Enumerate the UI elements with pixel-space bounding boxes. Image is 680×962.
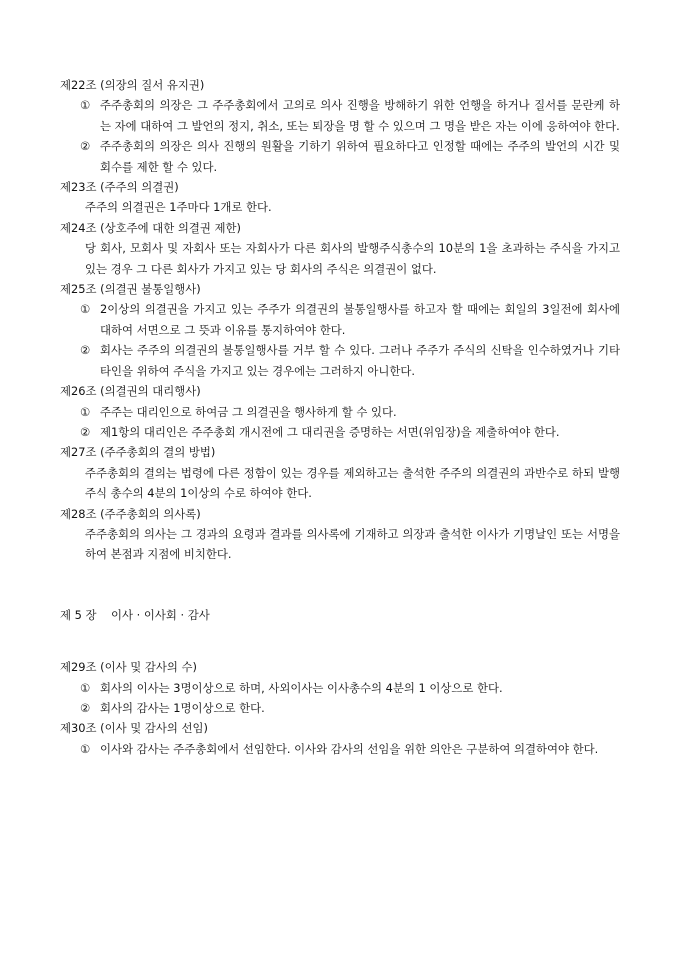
article-27 bbox=[60, 442, 620, 503]
clause bbox=[60, 402, 620, 422]
article-body: 주주총회의 결의는 법령에 다른 정함이 있는 경우를 제외하고는 출석한 주주의 의결권의 과반수로 하되 발행주식 총수의 4분의 1이상의 수로 하여야 한다. bbox=[85, 465, 620, 501]
clause-text: 회사의 감사는 1명이상으로 한다. bbox=[100, 700, 265, 715]
clause-text: 제1항의 대리인은 주주총회 개시전에 그 대리권을 증명하는 서면(위임장)을 제출하여야 한다. bbox=[100, 424, 560, 439]
clause-text: 이사와 감사는 주주총회에서 선임한다. 이사와 감사의 선임을 위한 의안은 구분하여 의결하여야 한다. bbox=[100, 741, 599, 756]
article-28 bbox=[60, 504, 620, 565]
clause-number: ② bbox=[80, 343, 91, 358]
clause-text: 2이상의 의결권을 가지고 있는 주주가 의결권의 불통일행사를 하고자 할 때에는 회일의 3일전에 회사에 대하여 서면으로 그 뜻과 이유를 통지하여야 한다. bbox=[100, 302, 620, 337]
article-body: 주주의 의결권은 1주마다 1개로 한다. bbox=[85, 200, 272, 215]
clause bbox=[60, 340, 620, 381]
clause bbox=[60, 678, 620, 698]
article-29 bbox=[60, 657, 620, 718]
clause bbox=[60, 299, 620, 340]
clause-text: 회사의 이사는 3명이상으로 하며, 사외이사는 이사총수의 4분의 1 이상으로 한다. bbox=[100, 680, 503, 695]
clause bbox=[60, 422, 620, 442]
clause-text: 주주는 대리인으로 하여금 그 의결권을 행사하게 할 수 있다. bbox=[100, 404, 397, 419]
clause-number: ② bbox=[80, 139, 91, 154]
clause-number: ② bbox=[80, 424, 91, 439]
article-24 bbox=[60, 218, 620, 279]
clause-number: ① bbox=[80, 741, 91, 756]
article-heading: 제30조 (이사 및 감사의 선임) bbox=[60, 721, 208, 736]
clause-number: ① bbox=[80, 680, 91, 695]
article-body: 주주총회의 의사는 그 경과의 요령과 결과를 의사록에 기재하고 의장과 출석한 이사가 기명날인 또는 서명을 하여 본점과 지점에 비치한다. bbox=[85, 526, 620, 562]
article-26 bbox=[60, 381, 620, 442]
article-30 bbox=[60, 718, 620, 759]
article-heading: 제29조 (이사 및 감사의 수) bbox=[60, 660, 197, 675]
articles-of-incorporation-text bbox=[60, 75, 620, 759]
article-heading: 제23조 (주주의 의결권) bbox=[60, 180, 179, 195]
article-body: 당 회사, 모회사 및 자회사 또는 자회사가 다른 회사의 발행주식총수의 10분의 1을 초과하는 주식을 가지고 있는 경우 그 다른 회사가 가지고 있는 당 회사의 주식은 의결권이 없다. bbox=[85, 241, 620, 276]
article-heading: 제28조 (주주총회의 의사록) bbox=[60, 506, 201, 521]
clause-number: ① bbox=[80, 404, 91, 419]
clause-text: 주주총회의 의장은 그 주주총회에서 고의로 의사 진행을 방해하기 위한 언행을 하거나 질서를 문란케 하는 자에 대하여 그 발언의 정지, 취소, 또는 퇴장을 명 할 수 있으며 그 명을 받은 자는 이에 응하여야 한다. bbox=[100, 98, 620, 133]
chapter-heading: 제 5 장 이사 · 이사회 · 감사 bbox=[60, 607, 210, 622]
clause-number: ① bbox=[80, 98, 91, 113]
article-heading: 제27조 (주주총회의 결의 방법) bbox=[60, 445, 216, 460]
clause bbox=[60, 739, 620, 759]
clause-text: 회사는 주주의 의결권의 불통일행사를 거부 할 수 있다. 그러나 주주가 주식의 신탁을 인수하였거나 기타 타인을 위하여 주식을 가지고 있는 경우에는 그러하지 아니한다. bbox=[100, 343, 620, 378]
clause-number: ② bbox=[80, 700, 91, 715]
clause bbox=[60, 698, 620, 718]
article-heading: 제24조 (상호주에 대한 의결권 제한) bbox=[60, 220, 241, 235]
clause bbox=[60, 95, 620, 136]
article-25 bbox=[60, 279, 620, 381]
article-heading: 제22조 (의장의 질서 유지권) bbox=[60, 78, 205, 92]
clause bbox=[60, 136, 620, 177]
article-22 bbox=[60, 75, 620, 177]
article-23 bbox=[60, 177, 620, 218]
article-heading: 제25조 (의결권 불통일행사) bbox=[60, 282, 201, 297]
clause-text: 주주총회의 의장은 의사 진행의 원활을 기하기 위하여 필요하다고 인정할 때에는 주주의 발언의 시간 및 회수를 제한 할 수 있다. bbox=[100, 139, 620, 174]
article-heading: 제26조 (의결권의 대리행사) bbox=[60, 384, 201, 399]
clause-number: ① bbox=[80, 302, 91, 317]
